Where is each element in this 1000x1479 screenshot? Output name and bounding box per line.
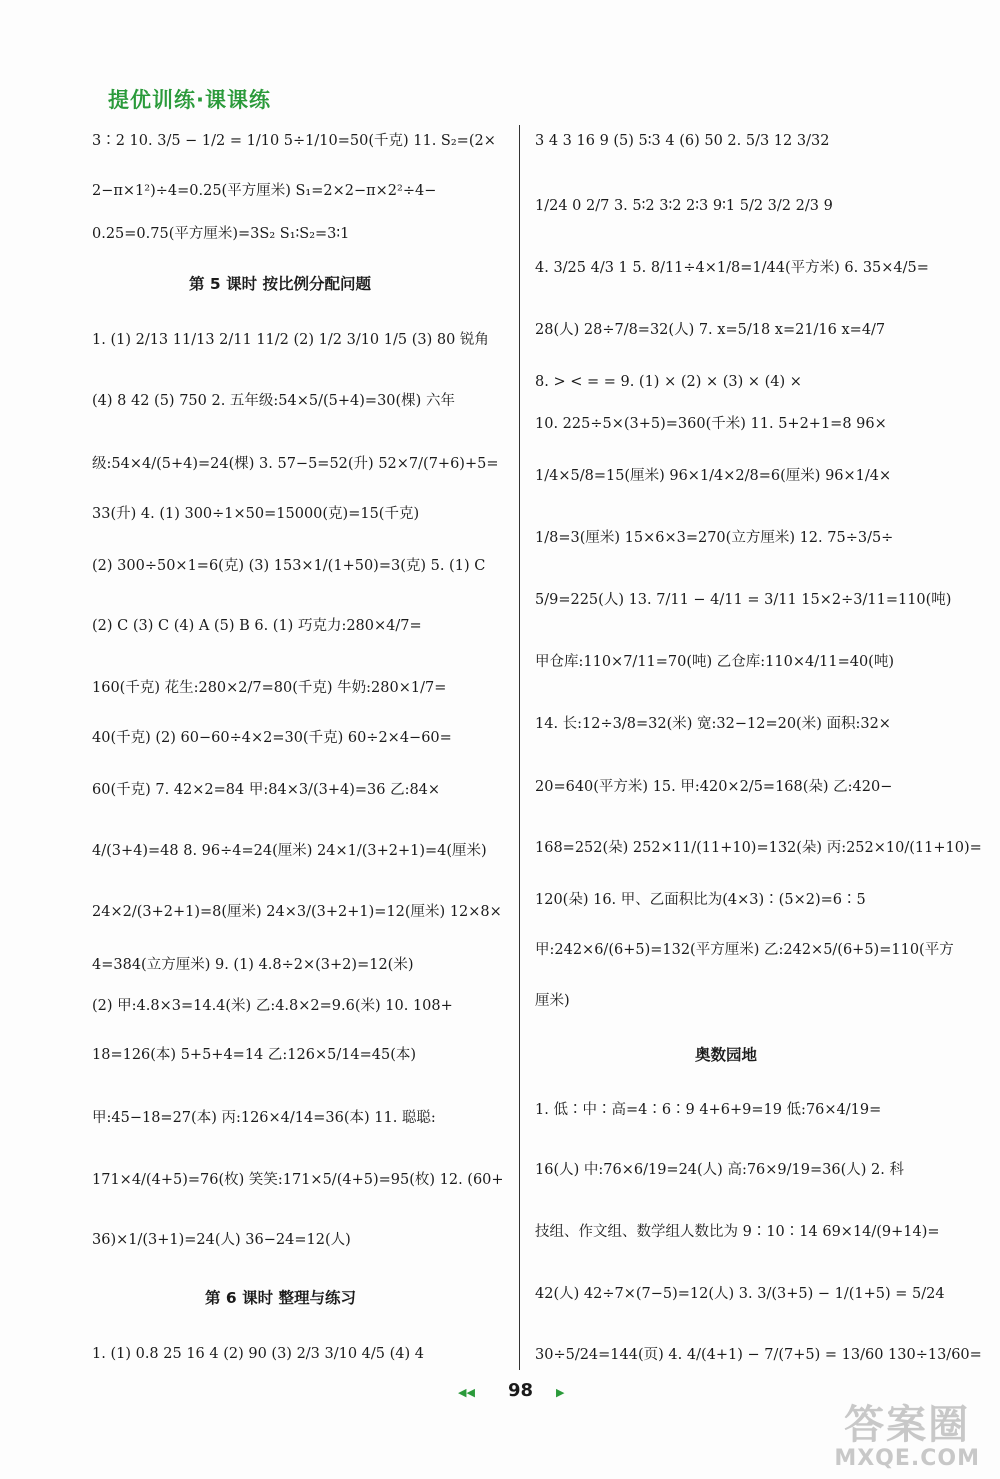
answer-line: 1. 低∶中∶高=4∶6∶9 4+6+9=19 低:76×4/19= xyxy=(535,1102,882,1118)
answer-line: 24×2/(3+2+1)=8(厘米) 24×3/(3+2+1)=12(厘米) 12×8× xyxy=(92,904,502,920)
answer-line: (2) C (3) C (4) A (5) B 6. (1) 巧克力:280×4/7= xyxy=(92,618,422,634)
answer-line: 4. 3/25 4/3 1 5. 8/11÷4×1/8=1/44(平方米) 6. 35×4/5= xyxy=(535,260,929,276)
answer-line: 36)×1/(3+1)=24(人) 36−24=12(人) xyxy=(92,1232,351,1248)
answer-line: 120(朵) 16. 甲、乙面积比为(4×3)∶(5×2)=6∶5 xyxy=(535,892,866,908)
answer-line: 28(人) 28÷7/8=32(人) 7. x=5/18 x=21/16 x=4/7 xyxy=(535,322,886,338)
watermark-logo: 答案圈 xyxy=(844,1402,971,1448)
answer-line: 4/(3+4)=48 8. 96÷4=24(厘米) 24×1/(3+2+1)=4(厘米) xyxy=(92,843,487,859)
answer-line: 168=252(朵) 252×11/(11+10)=132(朵) 丙:252×10/(11+10)= xyxy=(535,840,982,856)
page-number: 98 xyxy=(508,1380,534,1401)
answer-line: 1. (1) 2/13 11/13 2/11 11/2 (2) 1/2 3/10 1/5 (3) 80 锐角 xyxy=(92,332,489,348)
answer-line: 14. 长:12÷3/8=32(米) 宽:32−12=20(米) 面积:32× xyxy=(535,716,891,732)
answer-line: 甲:242×6/(6+5)=132(平方厘米) 乙:242×5/(6+5)=110(平方 xyxy=(535,942,954,958)
section-title-olympiad: 奥数园地 xyxy=(695,1046,758,1064)
column-divider xyxy=(519,125,520,1370)
answer-line: 3∶2 10. 3/5 − 1/2 = 1/10 5÷1/10=50(千克) 11. S₂=(2× xyxy=(92,133,496,149)
answer-line: 4=384(立方厘米) 9. (1) 4.8÷2×(3+2)=12(米) xyxy=(92,957,414,973)
answer-line: 171×4/(4+5)=76(枚) 笑笑:171×5/(4+5)=95(枚) 12. (60+ xyxy=(92,1172,504,1188)
answer-line: 30÷5/24=144(页) 4. 4/(4+1) − 7/(7+5) = 13/60 130÷13/60= xyxy=(535,1347,982,1363)
watermark xyxy=(834,1404,980,1471)
answer-line: (2) 甲:4.8×3=14.4(米) 乙:4.8×2=9.6(米) 10. 108+ xyxy=(92,998,453,1014)
section-title-lesson-5: 第 5 课时 按比例分配问题 xyxy=(189,275,371,293)
answer-line: 0.25=0.75(平方厘米)=3S₂ S₁∶S₂=3∶1 xyxy=(92,226,350,242)
answer-line: 16(人) 中:76×6/19=24(人) 高:76×9/19=36(人) 2. 科 xyxy=(535,1162,904,1178)
answer-line: 1. (1) 0.8 25 16 4 (2) 90 (3) 2/3 3/10 4/5 (4) 4 xyxy=(92,1346,425,1362)
answer-line: 3 4 3 16 9 (5) 5∶3 4 (6) 50 2. 5/3 12 3/32 xyxy=(535,133,830,149)
answer-line: 160(千克) 花生:280×2/7=80(千克) 牛奶:280×1/7= xyxy=(92,680,447,696)
answer-line: 甲:45−18=27(本) 丙:126×4/14=36(本) 11. 聪聪: xyxy=(92,1110,436,1126)
answer-line: 10. 225÷5×(3+5)=360(千米) 11. 5+2+1=8 96× xyxy=(535,416,887,432)
answer-line: 1/4×5/8=15(厘米) 96×1/4×2/8=6(厘米) 96×1/4× xyxy=(535,468,892,484)
answer-line: 60(千克) 7. 42×2=84 甲:84×3/(3+4)=36 乙:84× xyxy=(92,782,441,798)
answer-line: 甲仓库:110×7/11=70(吨) 乙仓库:110×4/11=40(吨) xyxy=(535,654,894,670)
page-next-arrow-icon: ▶ xyxy=(556,1386,565,1399)
answer-line: 20=640(平方米) 15. 甲:420×2/5=168(朵) 乙:420− xyxy=(535,779,893,795)
answer-line: 技组、作文组、数学组人数比为 9∶10∶14 69×14/(9+14)= xyxy=(535,1224,940,1240)
answer-line: 18=126(本) 5+5+4=14 乙:126×5/14=45(本) xyxy=(92,1047,417,1063)
answer-line: 5/9=225(人) 13. 7/11 − 4/11 = 3/11 15×2÷3/11=110(吨) xyxy=(535,592,952,608)
answer-line: (4) 8 42 (5) 750 2. 五年级:54×5/(5+4)=30(棵) 六年 xyxy=(92,393,455,409)
answer-line: (2) 300÷50×1=6(克) (3) 153×1/(1+50)=3(克) 5. (1) C xyxy=(92,558,486,574)
answer-line: 42(人) 42÷7×(7−5)=12(人) 3. 3/(3+5) − 1/(1+5) = 5/24 xyxy=(535,1286,945,1302)
section-title-lesson-6: 第 6 课时 整理与练习 xyxy=(205,1289,356,1307)
page-prev-arrow-icon: ◀◀ xyxy=(458,1386,475,1399)
answer-line: 33(升) 4. (1) 300÷1×50=15000(克)=15(千克) xyxy=(92,506,420,522)
answer-line: 8. > < = = 9. (1) × (2) × (3) × (4) × xyxy=(535,374,802,390)
answer-line: 2−π×1²)÷4=0.25(平方厘米) S₁=2×2−π×2²÷4− xyxy=(92,183,437,199)
watermark-url: MXQE.COM xyxy=(834,1446,980,1471)
header-title: 提优训练·课课练 xyxy=(108,88,271,112)
answer-line: 厘米) xyxy=(535,993,570,1009)
answer-line: 级:54×4/(5+4)=24(棵) 3. 57−5=52(升) 52×7/(7+6)+5= xyxy=(92,456,499,472)
answer-line: 1/8=3(厘米) 15×6×3=270(立方厘米) 12. 75÷3/5÷ xyxy=(535,530,894,546)
answer-line: 1/24 0 2/7 3. 5∶2 3∶2 2∶3 9∶1 5/2 3/2 2/3 9 xyxy=(535,198,833,214)
answer-line: 40(千克) (2) 60−60÷4×2=30(千克) 60÷2×4−60= xyxy=(92,730,452,746)
